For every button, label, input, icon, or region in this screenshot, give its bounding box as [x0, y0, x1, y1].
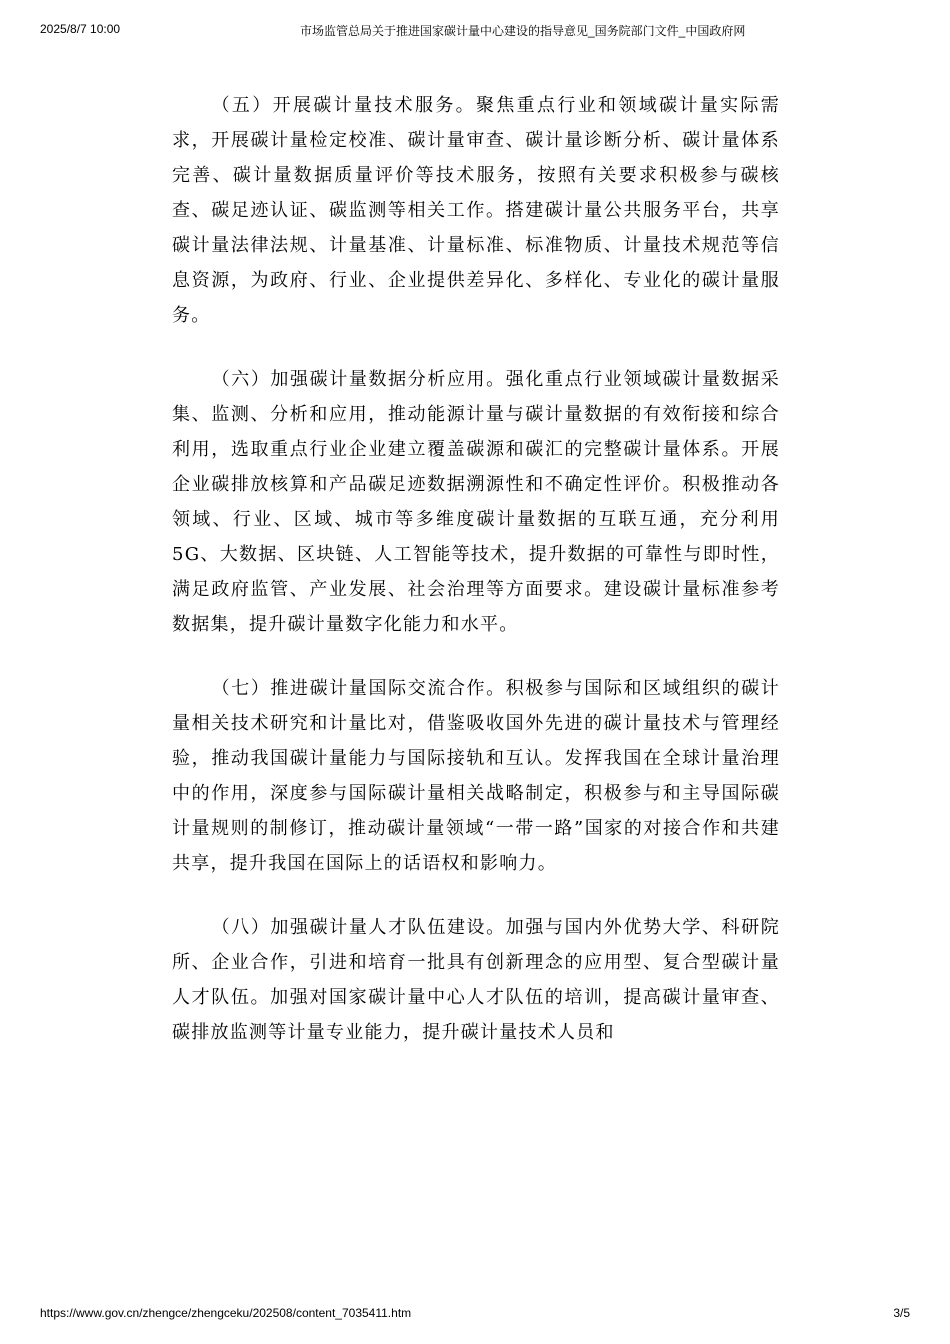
paragraph-6: （六）加强碳计量数据分析应用。强化重点行业领域碳计量数据采集、监测、分析和应用，推动能源计量与碳计量数据的有效衔接和综合利用，选取重点行业企业建立覆盖碳源和碳汇的完整碳计量体系。开展企业碳排放核算和产品碳足迹数据溯源性和不确定性评价。积极推动各领域、行业、区域、城市等多维度碳计量数据的互联互通，充分利用5G、大数据、区块链、人工智能等技术，提升数据的可靠性与即时性，满足政府监管、产业发展、社会治理等方面要求。建设碳计量标准参考数据集，提升碳计量数字化能力和水平。 [172, 369, 780, 635]
document-body [172, 88, 780, 1079]
print-datetime: 2025/8/7 10:00 [40, 22, 121, 36]
print-footer [40, 1306, 910, 1326]
paragraph-5: （五）开展碳计量技术服务。聚焦重点行业和领域碳计量实际需求，开展碳计量检定校准、碳计量审查、碳计量诊断分析、碳计量体系完善、碳计量数据质量评价等技术服务，按照有关要求积极参与碳核查、碳足迹认证、碳监测等相关工作。搭建碳计量公共服务平台，共享碳计量法律法规、计量基准、计量标准、标准物质、计量技术规范等信息资源，为政府、行业、企业提供差异化、多样化、专业化的碳计量服务。 [172, 95, 780, 326]
print-header [40, 22, 910, 42]
document-title: 市场监管总局关于推进国家碳计量中心建设的指导意见_国务院部门文件_中国政府网 [300, 24, 746, 38]
paragraph-8: （八）加强碳计量人才队伍建设。加强与国内外优势大学、科研院所、企业合作，引进和培育一批具有创新理念的应用型、复合型碳计量人才队伍。加强对国家碳计量中心人才队伍的培训，提高碳计量审查、碳排放监测等计量专业能力，提升碳计量技术人员和 [172, 917, 780, 1043]
source-url[interactable]: https://www.gov.cn/zhengce/zhengceku/202508/content_7035411.htm [40, 1306, 412, 1320]
paragraph-7: （七）推进碳计量国际交流合作。积极参与国际和区域组织的碳计量相关技术研究和计量比对，借鉴吸收国外先进的碳计量技术与管理经验，推动我国碳计量能力与国际接轨和互认。发挥我国在全球计量治理中的作用，深度参与国际碳计量相关战略制定，积极参与和主导国际碳计量规则的制修订，推动碳计量领域“一带一路”国家的对接合作和共建共享，提升我国在国际上的话语权和影响力。 [172, 678, 780, 874]
page-number: 3/5 [893, 1306, 910, 1320]
